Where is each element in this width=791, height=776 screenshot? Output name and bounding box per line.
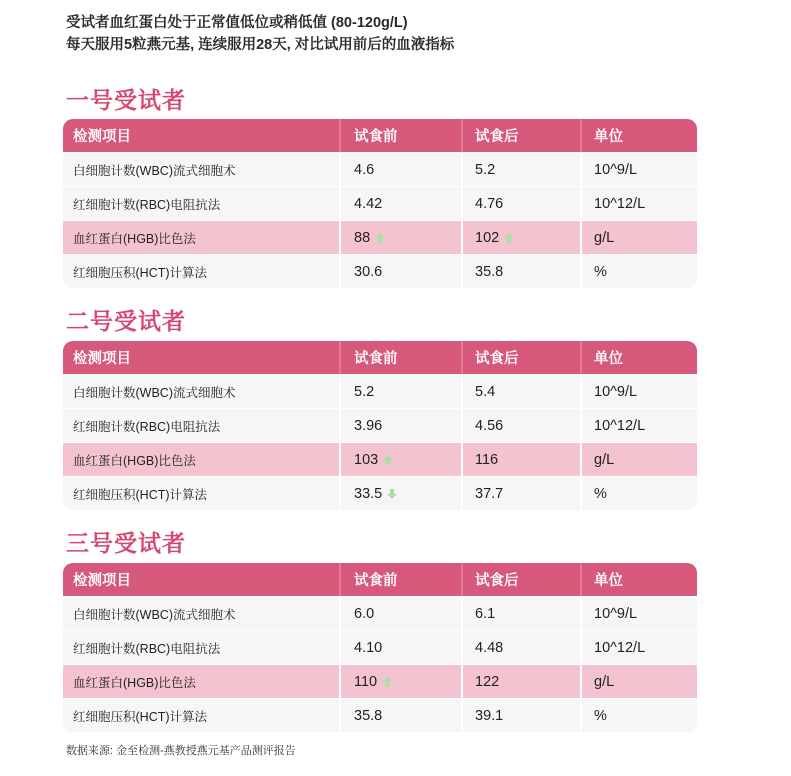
section-title-subject-3: 三号受试者 bbox=[66, 531, 186, 557]
cell-item: 红细胞压积(HCT)计算法 bbox=[73, 487, 208, 502]
cell-unit: 10^9/L bbox=[580, 597, 697, 630]
cell-after: 4.56 bbox=[461, 409, 580, 442]
table-row-rbc bbox=[63, 631, 697, 665]
section-title-subject-2: 二号受试者 bbox=[66, 309, 186, 335]
cell-unit: % bbox=[580, 255, 697, 288]
cell-after: 116 bbox=[461, 443, 580, 476]
cell-unit: g/L bbox=[580, 221, 697, 254]
cell-item: 红细胞压积(HCT)计算法 bbox=[73, 265, 208, 280]
arrow-up-icon bbox=[375, 233, 385, 243]
cell-before: 4.6 bbox=[339, 153, 461, 186]
table-row-wbc bbox=[63, 153, 697, 187]
cell-after: 4.76 bbox=[461, 187, 580, 220]
cell-value: 33.5 bbox=[354, 485, 383, 502]
data-source-note: 数据来源: 金至检测-燕教授燕元基产品测评报告 bbox=[66, 745, 296, 757]
cell-after: 6.1 bbox=[461, 597, 580, 630]
arrow-up-icon bbox=[382, 677, 392, 687]
cell-before bbox=[339, 443, 461, 476]
table-row-hct bbox=[63, 699, 697, 732]
cell-after: 35.8 bbox=[461, 255, 580, 288]
cell-unit: % bbox=[580, 477, 697, 510]
cell-after: 122 bbox=[461, 665, 580, 698]
header-item: 检测项目 bbox=[73, 351, 131, 367]
section-title-subject-1: 一号受试者 bbox=[66, 88, 186, 114]
table-row-hct bbox=[63, 255, 697, 288]
table-row-hgb bbox=[63, 443, 697, 477]
cell-unit: 10^9/L bbox=[580, 375, 697, 408]
cell-before: 6.0 bbox=[339, 597, 461, 630]
table-row-hgb bbox=[63, 665, 697, 699]
table-header bbox=[63, 341, 697, 375]
cell-after: 4.48 bbox=[461, 631, 580, 664]
cell-before bbox=[339, 221, 461, 254]
cell-unit: % bbox=[580, 699, 697, 732]
table-row-wbc bbox=[63, 597, 697, 631]
table-row-wbc bbox=[63, 375, 697, 409]
cell-value: 103 bbox=[354, 451, 379, 468]
cell-value: 110 bbox=[354, 673, 378, 690]
cell-after: 39.1 bbox=[461, 699, 580, 732]
cell-unit: 10^12/L bbox=[580, 187, 697, 220]
cell-item: 白细胞计数(WBC)流式细胞术 bbox=[73, 385, 236, 400]
cell-after bbox=[461, 221, 580, 254]
intro-line-2: 每天服用5粒燕元基, 连续服用28天, 对比试用前后的血液指标 bbox=[66, 37, 455, 53]
cell-before bbox=[339, 477, 461, 510]
cell-unit: 10^12/L bbox=[580, 631, 697, 664]
header-before: 试食前 bbox=[339, 563, 461, 596]
table-subject-1 bbox=[63, 119, 697, 288]
cell-item: 红细胞计数(RBC)电阻抗法 bbox=[73, 419, 221, 434]
cell-item: 血红蛋白(HGB)比色法 bbox=[73, 675, 196, 690]
cell-value: 102 bbox=[475, 229, 500, 246]
header-after: 试食后 bbox=[461, 563, 580, 596]
cell-item: 红细胞压积(HCT)计算法 bbox=[73, 709, 208, 724]
table-header bbox=[63, 119, 697, 153]
cell-before: 4.10 bbox=[339, 631, 461, 664]
header-after: 试食后 bbox=[461, 119, 580, 152]
cell-before: 3.96 bbox=[339, 409, 461, 442]
cell-after: 37.7 bbox=[461, 477, 580, 510]
cell-before: 5.2 bbox=[339, 375, 461, 408]
cell-item: 红细胞计数(RBC)电阻抗法 bbox=[73, 197, 221, 212]
header-unit: 单位 bbox=[580, 563, 697, 596]
cell-item: 血红蛋白(HGB)比色法 bbox=[73, 231, 196, 246]
cell-after: 5.2 bbox=[461, 153, 580, 186]
header-unit: 单位 bbox=[580, 119, 697, 152]
cell-item: 白细胞计数(WBC)流式细胞术 bbox=[73, 607, 236, 622]
header-item: 检测项目 bbox=[73, 129, 131, 145]
cell-unit: g/L bbox=[580, 665, 697, 698]
cell-before bbox=[339, 665, 461, 698]
cell-unit: g/L bbox=[580, 443, 697, 476]
cell-value: 88 bbox=[354, 229, 371, 246]
cell-item: 红细胞计数(RBC)电阻抗法 bbox=[73, 641, 221, 656]
table-row-hct bbox=[63, 477, 697, 510]
cell-unit: 10^12/L bbox=[580, 409, 697, 442]
table-row-rbc bbox=[63, 409, 697, 443]
cell-item: 血红蛋白(HGB)比色法 bbox=[73, 453, 196, 468]
cell-before: 35.8 bbox=[339, 699, 461, 732]
header-after: 试食后 bbox=[461, 341, 580, 374]
intro-line-1: 受试者血红蛋白处于正常值低位或稍低值 (80-120g/L) bbox=[66, 15, 408, 31]
arrow-up-icon bbox=[383, 455, 393, 465]
table-row-rbc bbox=[63, 187, 697, 221]
header-before: 试食前 bbox=[339, 341, 461, 374]
header-unit: 单位 bbox=[580, 341, 697, 374]
table-subject-2 bbox=[63, 341, 697, 510]
table-subject-3 bbox=[63, 563, 697, 732]
header-before: 试食前 bbox=[339, 119, 461, 152]
table-row-hgb bbox=[63, 221, 697, 255]
cell-unit: 10^9/L bbox=[580, 153, 697, 186]
arrow-up-icon bbox=[504, 233, 514, 243]
table-header bbox=[63, 563, 697, 597]
arrow-down-icon bbox=[387, 489, 397, 499]
intro-text bbox=[66, 12, 454, 56]
cell-after: 5.4 bbox=[461, 375, 580, 408]
cell-before: 30.6 bbox=[339, 255, 461, 288]
cell-item: 白细胞计数(WBC)流式细胞术 bbox=[73, 163, 236, 178]
header-item: 检测项目 bbox=[73, 573, 131, 589]
cell-before: 4.42 bbox=[339, 187, 461, 220]
